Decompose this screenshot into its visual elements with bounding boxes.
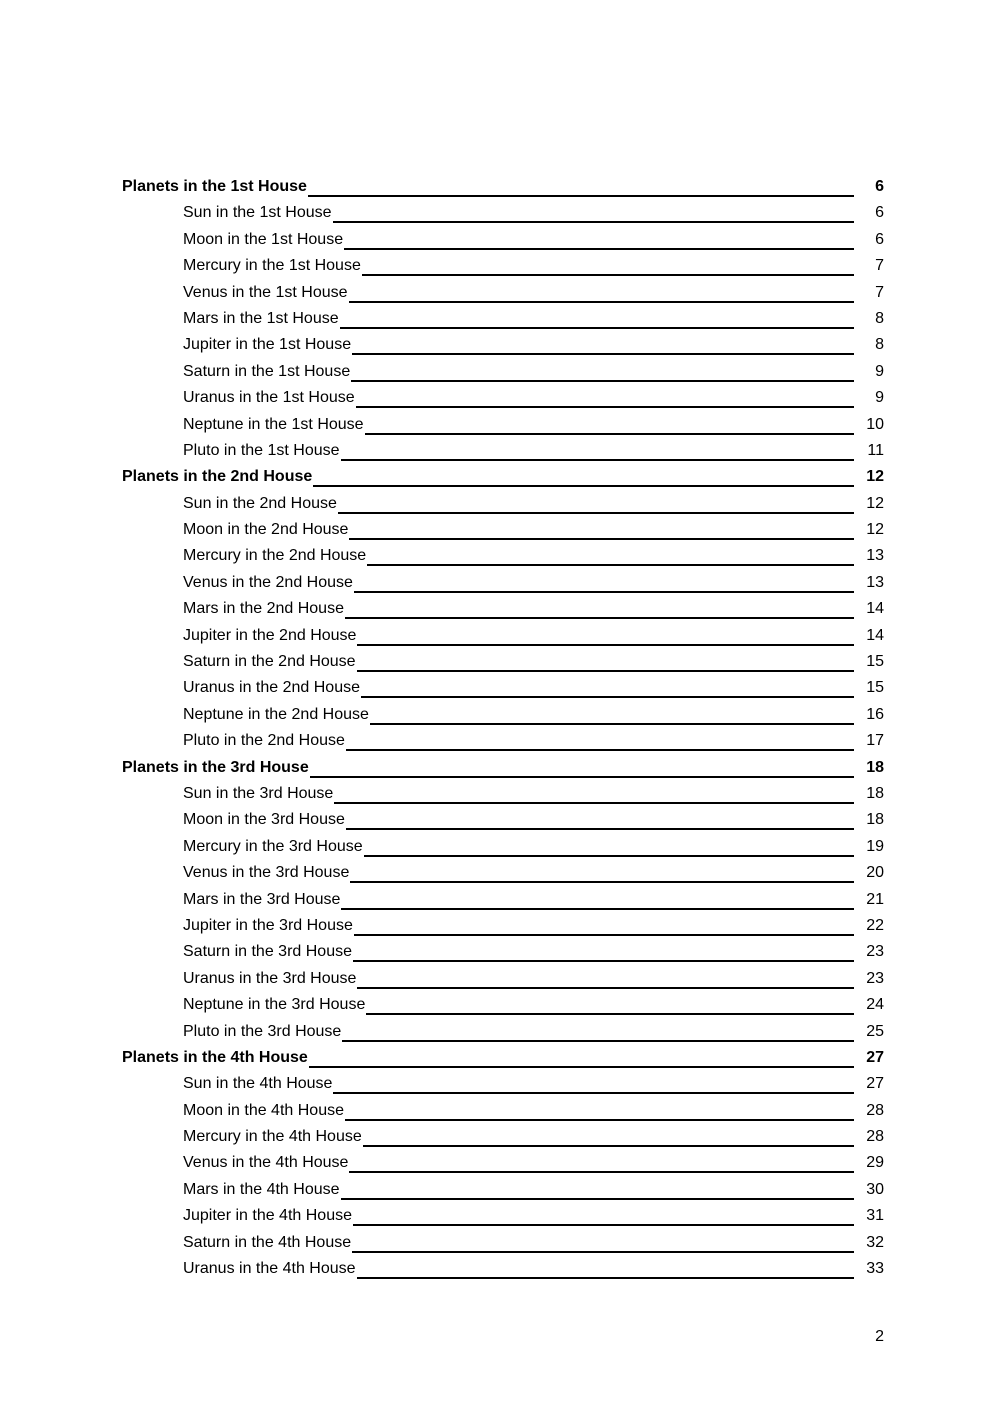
toc-entry-label: Saturn in the 4th House [183,1233,352,1251]
toc-entry-section-2-item-6[interactable] [122,939,884,965]
toc-entry-page-number: 18 [866,758,884,776]
toc-entry-label: Planets in the 3rd House [122,758,309,776]
toc-entry-page-number: 7 [875,257,884,275]
toc-entry-section-1-item-3[interactable] [122,570,884,596]
toc-entry-section-2-item-8[interactable] [122,992,884,1018]
toc-entry-label: Neptune in the 2nd House [183,705,369,723]
toc-entry-label: Mars in the 3rd House [183,890,341,908]
toc-entry-page-number: 8 [875,336,884,354]
toc-entry-section-1-item-8[interactable] [122,702,884,728]
toc-entry-page-number: 23 [866,969,884,987]
toc-entry-page-number: 29 [866,1154,884,1172]
toc-leader-line [349,280,854,303]
toc-entry-section-3-item-2[interactable] [122,1124,884,1150]
toc-entry-label: Sun in the 1st House [183,204,332,222]
toc-leader-line [357,1256,854,1279]
toc-leader-line [361,675,854,698]
toc-entry-page-number: 23 [866,943,884,961]
toc-leader-line [367,543,854,566]
toc-entry-section-0[interactable] [122,174,884,200]
toc-leader-line [340,306,854,329]
toc-entry-section-3-item-4[interactable] [122,1177,884,1203]
toc-leader-line [333,200,854,223]
toc-entry-label: Saturn in the 1st House [183,362,351,380]
toc-entry-label: Mercury in the 2nd House [183,547,367,565]
toc-entry-section-0-item-7[interactable] [122,385,884,411]
toc-entry-label: Moon in the 4th House [183,1101,344,1119]
toc-entry-section-3-item-5[interactable] [122,1203,884,1229]
toc-leader-line [357,649,854,672]
toc-entry-page-number: 7 [875,283,884,301]
toc-leader-line [313,464,854,487]
toc-entry-page-number: 31 [866,1207,884,1225]
toc-leader-line [346,807,854,830]
toc-entry-page-number: 6 [875,204,884,222]
toc-entry-section-3-item-1[interactable] [122,1098,884,1124]
toc-entry-section-2[interactable] [122,755,884,781]
toc-leader-line [370,702,854,725]
toc-entry-label: Pluto in the 2nd House [183,732,345,750]
toc-leader-line [353,1203,854,1226]
toc-entry-page-number: 28 [866,1101,884,1119]
toc-entry-label: Mercury in the 4th House [183,1128,362,1146]
toc-entry-page-number: 12 [866,494,884,512]
toc-entry-page-number: 10 [866,415,884,433]
toc-entry-page-number: 9 [875,389,884,407]
toc-entry-label: Jupiter in the 1st House [183,336,352,354]
toc-entry-section-0-item-1[interactable] [122,227,884,253]
toc-leader-line [341,438,854,461]
toc-leader-line [338,491,854,514]
toc-entry-page-number: 24 [866,996,884,1014]
toc-entry-page-number: 8 [875,309,884,327]
toc-leader-line [357,966,854,989]
toc-entry-section-0-item-4[interactable] [122,306,884,332]
toc-entry-label: Moon in the 3rd House [183,811,345,829]
toc-entry-section-3-item-3[interactable] [122,1150,884,1176]
toc-entry-section-2-item-2[interactable] [122,834,884,860]
toc-entry-section-0-item-0[interactable] [122,200,884,226]
toc-leader-line [308,174,854,197]
toc-entry-section-0-item-9[interactable] [122,438,884,464]
toc-entry-section-1-item-2[interactable] [122,543,884,569]
toc-entry-page-number: 6 [875,178,884,195]
table-of-contents [122,174,884,1282]
toc-leader-line [352,332,854,355]
toc-entry-label: Uranus in the 2nd House [183,679,360,697]
toc-entry-label: Uranus in the 1st House [183,389,355,407]
toc-entry-page-number: 13 [866,547,884,565]
toc-leader-line [356,385,854,408]
toc-leader-line [352,1230,854,1253]
toc-entry-page-number: 22 [866,916,884,934]
toc-leader-line [309,1045,854,1068]
toc-entry-page-number: 16 [866,705,884,723]
toc-entry-section-2-item-5[interactable] [122,913,884,939]
toc-entry-page-number: 14 [866,600,884,618]
toc-entry-label: Pluto in the 1st House [183,441,340,459]
toc-entry-section-2-item-0[interactable] [122,781,884,807]
toc-entry-page-number: 27 [866,1075,884,1093]
toc-entry-page-number: 12 [866,521,884,539]
toc-entry-page-number: 19 [866,837,884,855]
toc-entry-label: Saturn in the 2nd House [183,653,356,671]
toc-leader-line [310,755,854,778]
toc-leader-line [365,412,854,435]
toc-entry-page-number: 27 [866,1048,884,1066]
toc-entry-label: Planets in the 1st House [122,178,307,195]
toc-leader-line [341,1177,854,1200]
toc-entry-label: Moon in the 2nd House [183,521,349,539]
toc-entry-page-number: 21 [866,890,884,908]
toc-entry-section-3-item-0[interactable] [122,1071,884,1097]
toc-entry-section-1-item-9[interactable] [122,728,884,754]
toc-entry-label: Mars in the 1st House [183,309,339,327]
toc-leader-line [344,227,854,250]
toc-entry-label: Jupiter in the 4th House [183,1207,352,1225]
toc-leader-line [363,1124,854,1147]
toc-leader-line [351,359,854,382]
toc-entry-page-number: 15 [866,653,884,671]
toc-entry-page-number: 14 [866,626,884,644]
toc-entry-page-number: 32 [866,1233,884,1251]
toc-leader-line [342,1019,854,1042]
toc-entry-section-2-item-7[interactable] [122,966,884,992]
toc-entry-section-1-item-1[interactable] [122,517,884,543]
toc-entry-page-number: 12 [866,468,884,486]
toc-entry-page-number: 18 [866,784,884,802]
toc-leader-line [366,992,854,1015]
toc-entry-label: Mercury in the 1st House [183,257,361,275]
toc-entry-label: Jupiter in the 2nd House [183,626,357,644]
toc-entry-label: Moon in the 1st House [183,230,344,248]
toc-entry-label: Venus in the 4th House [183,1154,349,1172]
toc-entry-label: Mars in the 4th House [183,1180,340,1198]
toc-leader-line [334,781,854,804]
toc-leader-line [341,887,854,910]
toc-entry-page-number: 30 [866,1180,884,1198]
toc-entry-label: Uranus in the 4th House [183,1260,356,1278]
toc-entry-section-0-item-3[interactable] [122,280,884,306]
toc-entry-label: Neptune in the 3rd House [183,996,366,1014]
toc-entry-page-number: 20 [866,864,884,882]
toc-entry-page-number: 11 [867,441,884,459]
toc-leader-line [350,860,854,883]
toc-entry-page-number: 25 [866,1022,884,1040]
toc-entry-label: Sun in the 2nd House [183,494,337,512]
toc-entry-page-number: 28 [866,1128,884,1146]
toc-leader-line [349,1150,854,1173]
toc-entry-section-3-item-7[interactable] [122,1256,884,1282]
toc-entry-label: Saturn in the 3rd House [183,943,352,961]
toc-leader-line [364,834,854,857]
toc-leader-line [346,728,854,751]
toc-entry-page-number: 18 [866,811,884,829]
toc-entry-section-2-item-9[interactable] [122,1019,884,1045]
toc-entry-section-1-item-0[interactable] [122,491,884,517]
toc-entry-section-0-item-5[interactable] [122,332,884,358]
toc-entry-section-1-item-5[interactable] [122,623,884,649]
toc-leader-line [354,570,854,593]
toc-entry-page-number: 15 [866,679,884,697]
toc-entry-label: Venus in the 2nd House [183,573,353,591]
toc-entry-label: Mars in the 2nd House [183,600,344,618]
toc-entry-section-2-item-3[interactable] [122,860,884,886]
toc-entry-section-1-item-4[interactable] [122,596,884,622]
toc-entry-page-number: 13 [866,573,884,591]
toc-leader-line [345,1098,854,1121]
toc-entry-section-2-item-4[interactable] [122,887,884,913]
toc-entry-section-0-item-8[interactable] [122,412,884,438]
toc-entry-page-number: 9 [875,362,884,380]
toc-entry-section-0-item-2[interactable] [122,253,884,279]
toc-entry-page-number: 33 [866,1260,884,1278]
footer-page-number: 2 [875,1328,884,1345]
toc-entry-section-1-item-6[interactable] [122,649,884,675]
toc-entry-page-number: 17 [866,732,884,750]
toc-leader-line [357,623,854,646]
toc-entry-section-1-item-7[interactable] [122,675,884,701]
toc-entry-section-1[interactable] [122,464,884,490]
toc-leader-line [333,1071,854,1094]
toc-entry-label: Planets in the 2nd House [122,468,313,486]
toc-entry-label: Pluto in the 3rd House [183,1022,342,1040]
toc-entry-label: Uranus in the 3rd House [183,969,357,987]
toc-entry-label: Sun in the 4th House [183,1075,333,1093]
toc-leader-line [362,253,854,276]
toc-entry-section-3-item-6[interactable] [122,1230,884,1256]
toc-leader-line [345,596,854,619]
toc-entry-label: Jupiter in the 3rd House [183,916,353,934]
toc-entry-section-2-item-1[interactable] [122,807,884,833]
toc-entry-label: Mercury in the 3rd House [183,837,363,855]
toc-entry-label: Venus in the 1st House [183,283,348,301]
toc-entry-section-0-item-6[interactable] [122,359,884,385]
toc-entry-page-number: 6 [875,230,884,248]
toc-leader-line [353,939,854,962]
toc-leader-line [349,517,854,540]
toc-entry-section-3[interactable] [122,1045,884,1071]
toc-leader-line [354,913,854,936]
toc-entry-label: Planets in the 4th House [122,1048,308,1066]
toc-entry-label: Sun in the 3rd House [183,784,334,802]
toc-entry-label: Neptune in the 1st House [183,415,364,433]
toc-entry-label: Venus in the 3rd House [183,864,350,882]
